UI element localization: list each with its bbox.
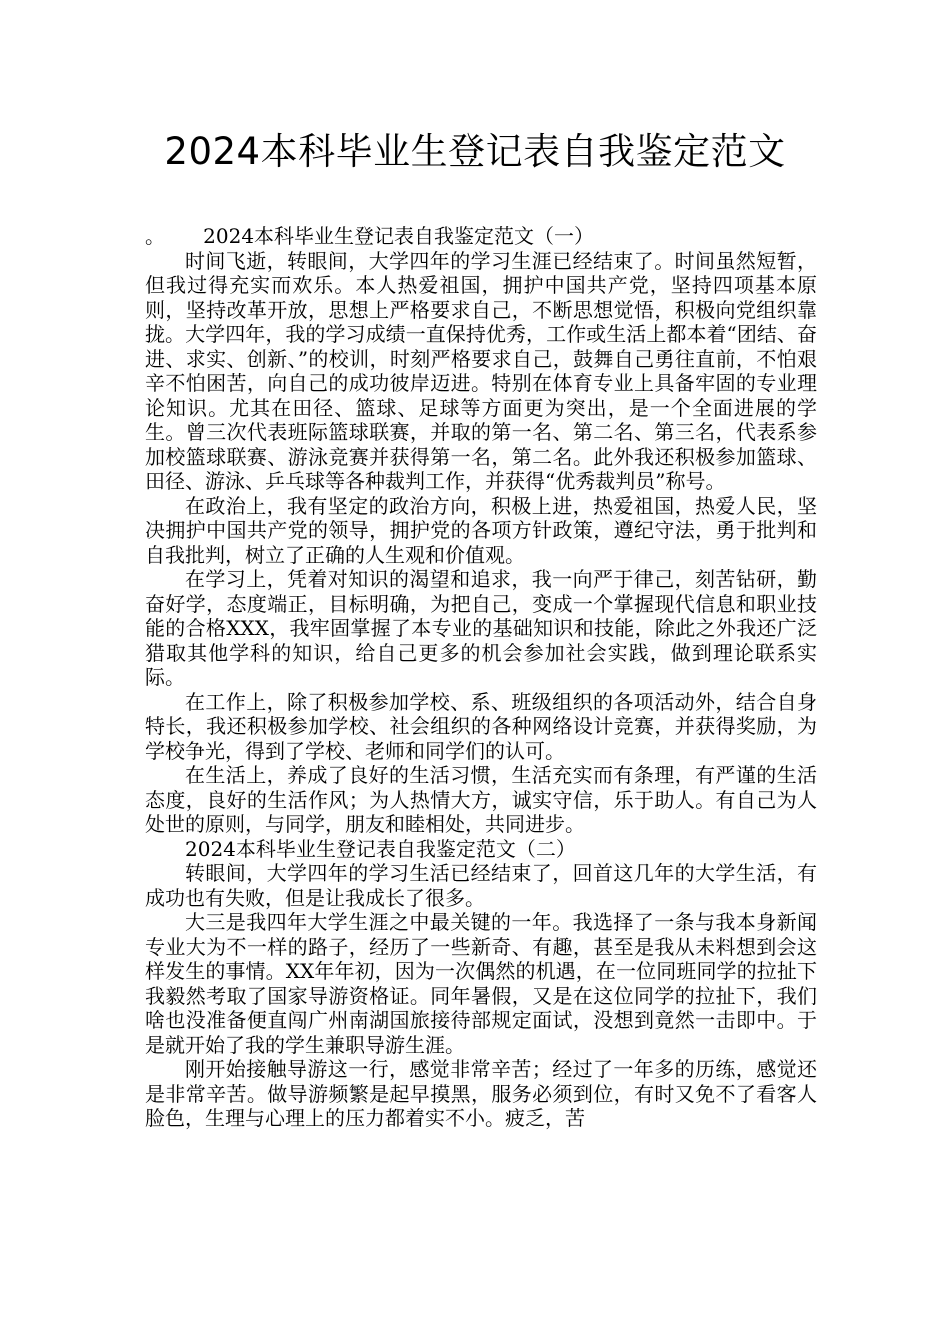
section-one-heading-line [145,224,817,249]
paragraph: 在政治上，我有坚定的政治方向，积极上进，热爱祖国，热爱人民，坚决拥护中国共产党的领导，拥护党的各项方针政策，遵纪守法，勇于批判和自我批判，树立了正确的人生观和价值观。 [145,493,817,567]
paragraph: 时间飞逝，转眼间，大学四年的学习生涯已经结束了。时间虽然短暂，但我过得充实而欢乐。本人热爱祖国，拥护中国共产党，坚持四项基本原则，坚持改革开放，思想上严格要求自己，不断思想觉悟，积极向党组织靠拢。大学四年，我的学习成绩一直保持优秀，工作或生活上都本着“团结、奋进、求实、创新、”的校训，时刻严格要求自己，鼓舞自己勇往直前，不怕艰辛不怕困苦，向自己的成功彼岸迈进。特别在体育专业上具备牢固的专业理论知识。尤其在田径、篮球、足球等方面更为突出，是一个全面进展的学生。曾三次代表班际篮球联赛，并取的第一名、第二名、第三名，代表系参加校篮球联赛、游泳竞赛并获得第一名，第二名。此外我还积极参加篮球、田径、游泳、乒乓球等各种裁判工作，并获得“优秀裁判员”称号。 [145,248,817,493]
document-title: 2024本科毕业生登记表自我鉴定范文 [164,130,786,173]
paragraph: 转眼间，大学四年的学习生活已经结束了，回首这几年的大学生活，有成功也有失败，但是让我成长了很多。 [145,861,817,910]
paragraph: 在工作上，除了积极参加学校、系、班级组织的各项活动外，结合自身特长，我还积极参加学校、社会组织的各种网络设计竞赛，并获得奖励，为学校争光，得到了学校、老师和同学们的认可。 [145,689,817,763]
paragraph: 大三是我四年大学生涯之中最关键的一年。我选择了一条与我本身新闻专业大为不一样的路子，经历了一些新奇、有趣，甚至是我从未料想到会这样发生的事情。XX年年初，因为一次偶然的机遇，在一位同班同学的拉扯下我毅然考取了国家导游资格证。同年暑假，又是在这位同学的拉扯下，我们啥也没准备便直闯广州南湖国旅接待部规定面试，没想到竟然一击即中。于是就开始了我的学生兼职导游生涯。 [145,910,817,1057]
paragraph: 刚开始接触导游这一行，感觉非常辛苦；经过了一年多的历练，感觉还是非常辛苦。做导游频繁是起早摸黑，服务必须到位，有时又免不了看客人脸色，生理与心理上的压力都着实不小。疲乏，苦 [145,1057,817,1130]
paragraph: 在生活上，养成了良好的生活习惯，生活充实而有条理，有严谨的生活态度，良好的生活作风；为人热情大方，诚实守信，乐于助人。有自己为人处世的原则，与同学，朋友和睦相处，共同进步。 [145,763,817,836]
lead-mark: 。 [145,224,165,248]
section-one-heading: 2024本科毕业生登记表自我鉴定范文（一） [203,224,595,248]
document-body [145,224,817,1131]
section-two-heading: 2024本科毕业生登记表自我鉴定范文（二） [185,836,576,861]
paragraph: 在学习上，凭着对知识的渴望和追求，我一向严于律己，刻苦钻研，勤奋好学，态度端正，目标明确，为把自己，变成一个掌握现代信息和职业技能的合格XXX，我牢固掌握了本专业的基础知识和技能，除此之外我还广泛猎取其他学科的知识，给自己更多的机会参加社会实践，做到理论联系实际。 [145,567,817,689]
